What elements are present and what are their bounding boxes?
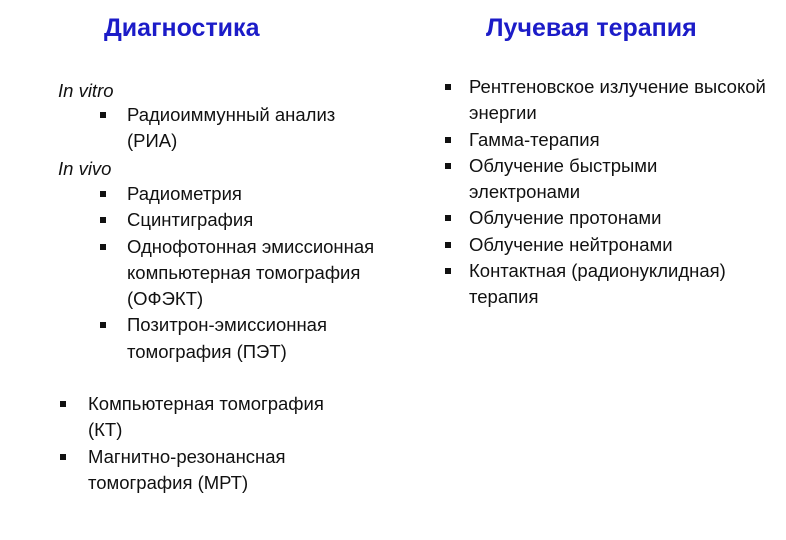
list-item: Однофотонная эмиссионная компьютерная томография (ОФЭКТ) (127, 234, 377, 313)
list-item: Облучение протонами (469, 205, 769, 231)
radiotherapy-title: Лучевая терапия (486, 14, 697, 42)
tomography-list (88, 391, 363, 496)
list-item: Позитрон-эмиссионная томография (ПЭТ) (127, 312, 377, 365)
radiotherapy-list (469, 74, 769, 311)
list-item: Магнитно-резонансная томография (МРТ) (88, 444, 363, 497)
diagnostics-title: Диагностика (104, 14, 260, 42)
list-item: Радиоиммунный анализ (РИА) (127, 102, 377, 155)
list-item: Контактная (радионуклидная) терапия (469, 258, 769, 311)
in-vitro-heading: In vitro (58, 80, 114, 101)
in-vitro-list (127, 102, 377, 155)
list-item: Облучение быстрыми электронами (469, 153, 769, 206)
list-item: Облучение нейтронами (469, 232, 769, 258)
list-item: Радиометрия (127, 181, 377, 207)
in-vivo-list (127, 181, 377, 365)
list-item: Рентгеновское излучение высокой энергии (469, 74, 769, 127)
list-item: Гамма-терапия (469, 127, 769, 153)
list-item: Сцинтиграфия (127, 207, 377, 233)
list-item: Компьютерная томография (КТ) (88, 391, 363, 444)
in-vivo-heading: In vivo (58, 158, 112, 179)
